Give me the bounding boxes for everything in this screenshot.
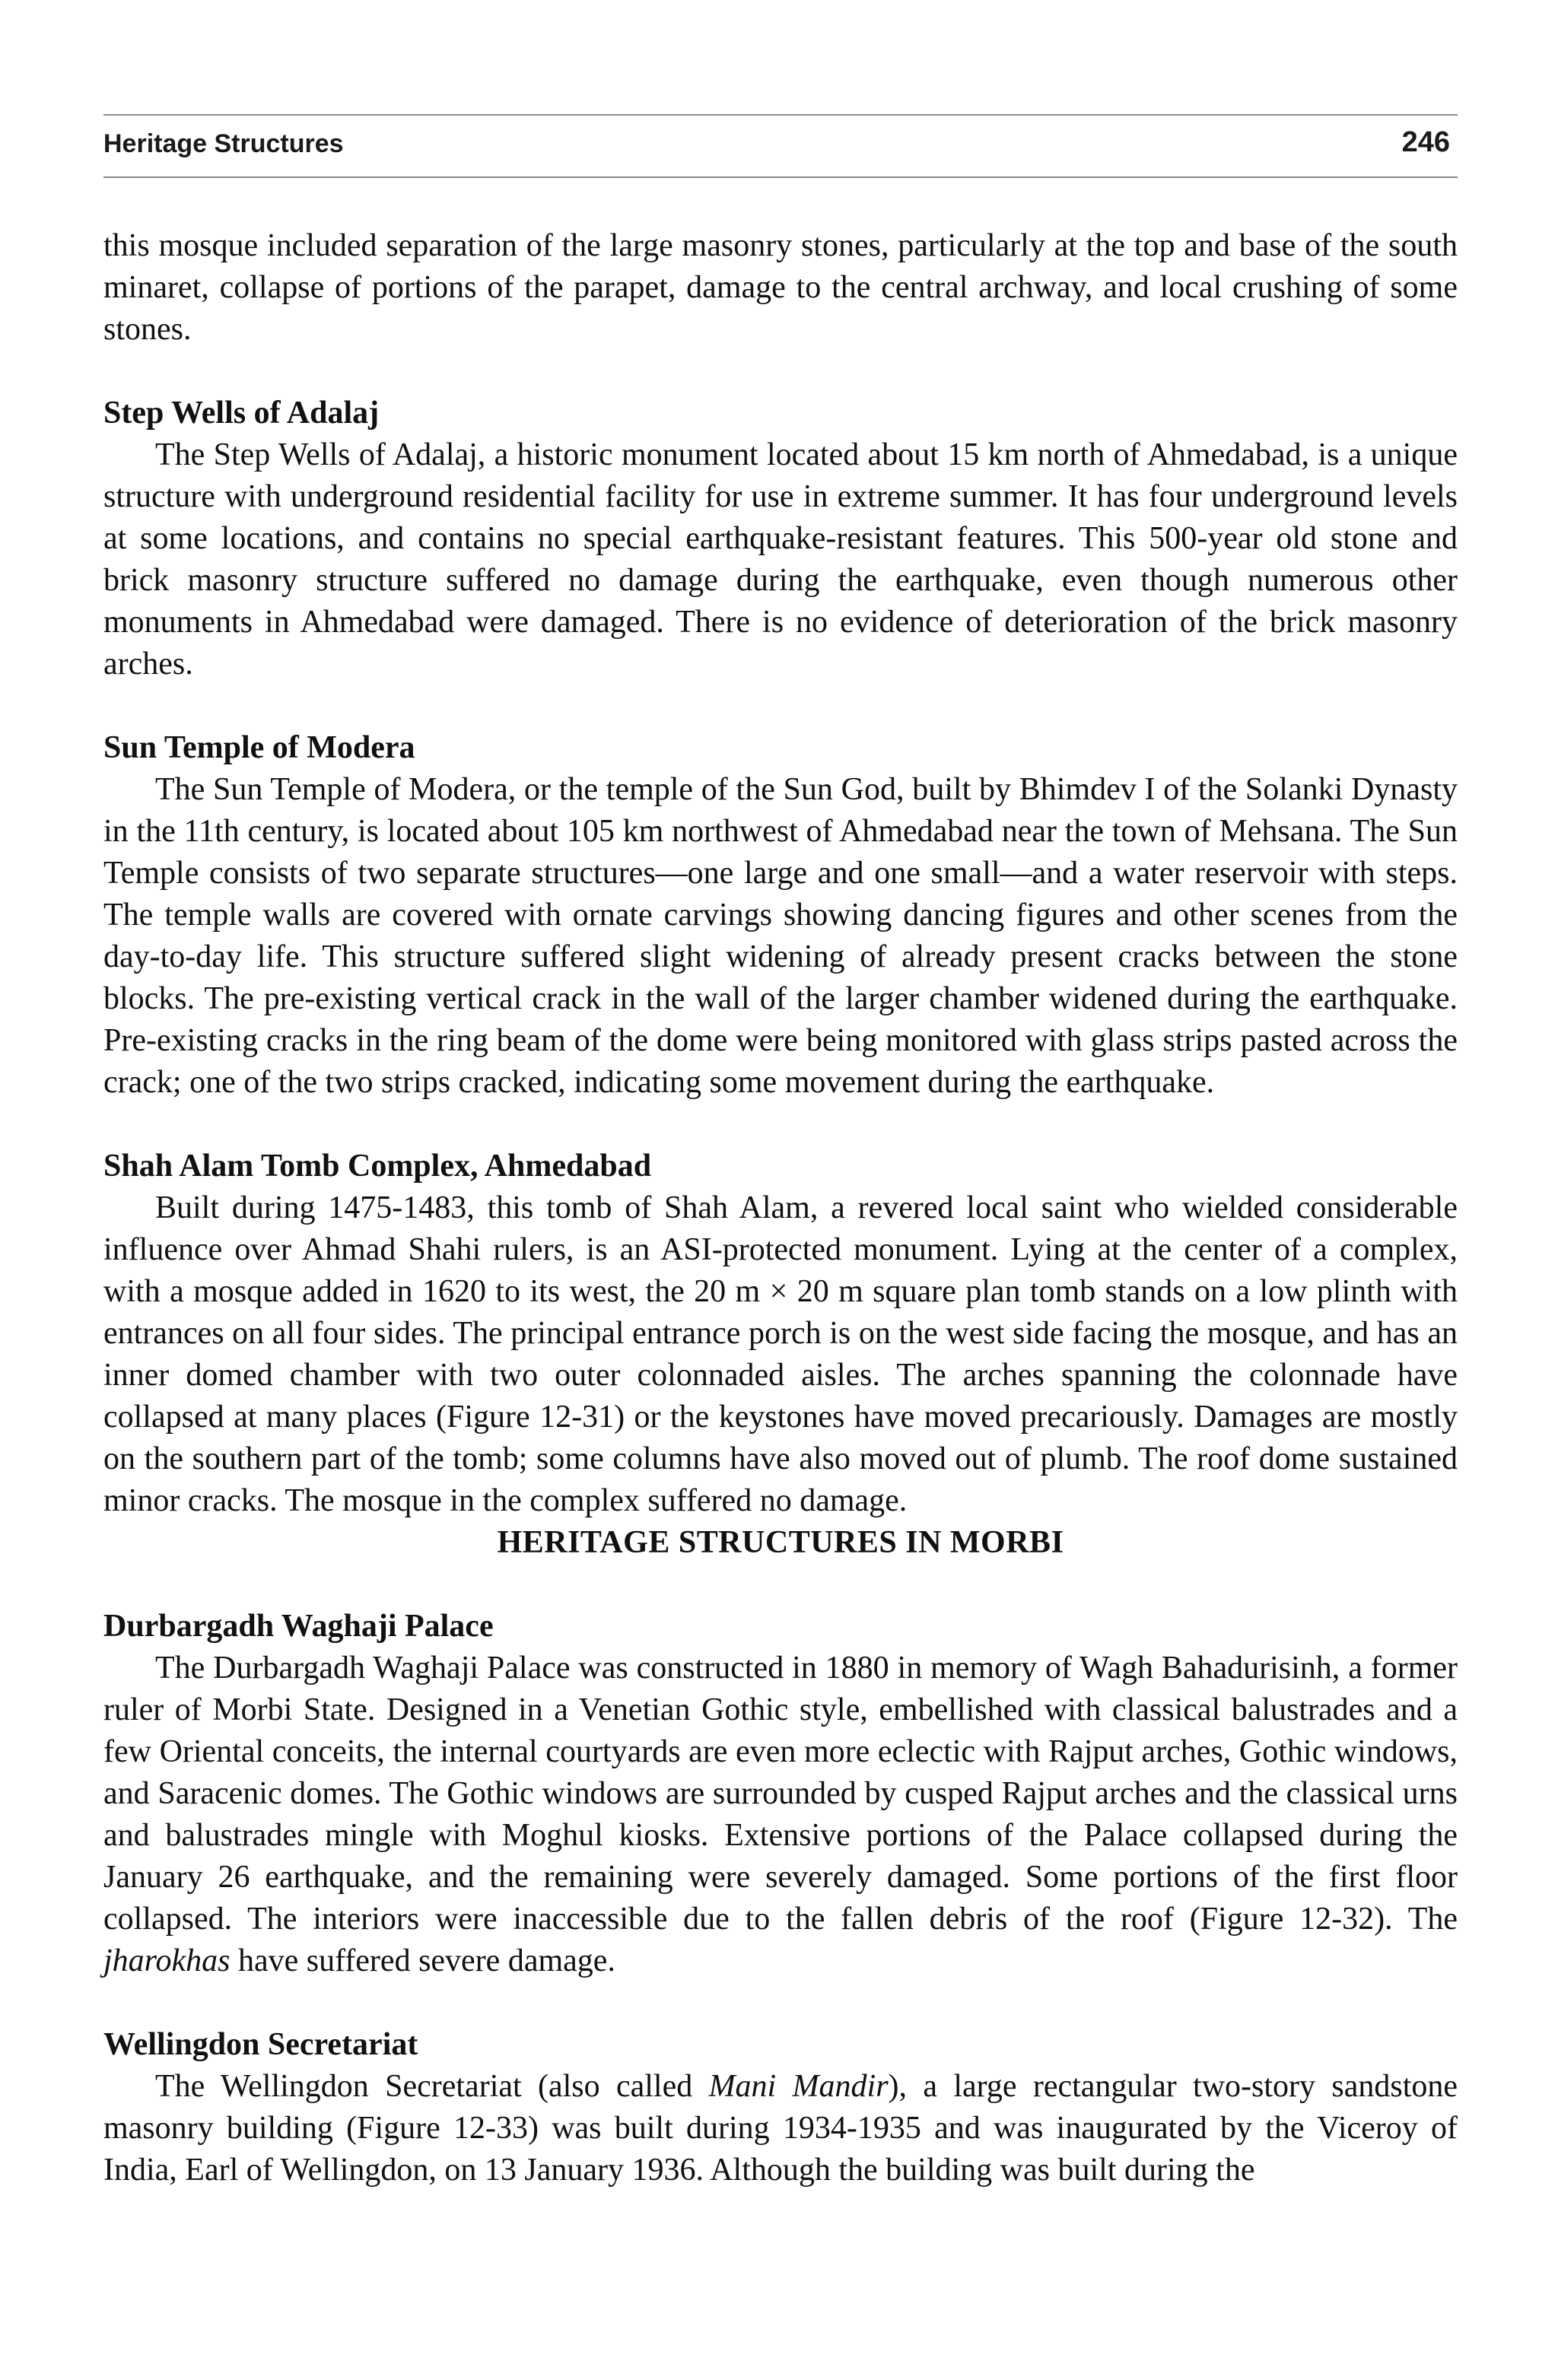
header-title: Heritage Structures	[103, 129, 344, 158]
section-paragraph: The Sun Temple of Modera, or the temple of the Sun God, built by Bhimdev I of the Solanki Dynasty in the 11th century, is located about 105 km northwest of Ahmedabad near the town of Mehsana. The Sun Temple consists of two separate structures—one large and one small—and a water reservoir with steps. The temple walls are covered with ornate carvings showing dancing figures and other scenes from the day-to-day life. This structure suffered slight widening of already present cracks between the stone blocks. The pre-existing vertical crack in the wall of the larger chamber widened during the earthquake. Pre-existing cracks in the ring beam of the dome were being monitored with glass strips pasted across the crack; one of the two strips cracked, indicating some movement during the earthquake.	[103, 772, 1458, 1100]
running-header	[103, 114, 1458, 178]
section-shah-alam	[103, 1146, 1458, 1522]
section-paragraph: Built during 1475-1483, this tomb of Shah Alam, a revered local saint who wielded considerable influence over Ahmad Shahi rulers, is an ASI-protected monument. Lying at the center of a complex, with a mosque added in 1620 to its west, the 20 m × 20 m square plan tomb stands on a low plinth with entrances on all four sides. The principal entrance porch is on the west side facing the mosque, and has an inner domed chamber with two outer colonnaded aisles. The arches spanning the colonnade have collapsed at many places (Figure 12-31) or the keystones have moved precariously. Damages are mostly on the southern part of the tomb; some columns have also moved out of plumb. The roof dome sustained minor cracks. The mosque in the complex suffered no damage.	[103, 1190, 1458, 1518]
section-sun-temple	[103, 727, 1458, 1104]
italic-term: Mani Mandir	[708, 2069, 889, 2104]
section-durbargadh	[103, 1606, 1458, 1982]
section-paragraph	[103, 2066, 1458, 2191]
body-text	[103, 225, 1458, 2191]
paragraph-text: ), a large rectangular two-story sandstone masonry building (Figure 12-33) was built during 1934-1935 and was inaugurated by the Viceroy of India, Earl of Wellingdon, on 13 January 1936. Although the building was built during the	[103, 2069, 1458, 2188]
page-number: 246	[1401, 126, 1450, 158]
paragraph-text: The Wellingdon Secretariat (also called	[155, 2069, 709, 2104]
section-wellingdon	[103, 2024, 1458, 2191]
page	[103, 114, 1458, 2191]
section-title: Durbargadh Waghaji Palace	[103, 1609, 494, 1644]
section-step-wells	[103, 392, 1458, 685]
chapter-subheading: HERITAGE STRUCTURES IN MORBI	[497, 1525, 1064, 1560]
italic-term: jharokhas	[103, 1943, 231, 1978]
paragraph-text: The Durbargadh Waghaji Palace was constructed in 1880 in memory of Wagh Bahadurisinh, a former ruler of Morbi State. Designed in a Venetian Gothic style, embellished with classical balustrades and a few Oriental conceits, the internal courtyards are even more eclectic with Rajput arches, Gothic windows, and Saracenic domes. The Gothic windows are surrounded by cusped Rajput arches and the classical urns and balustrades mingle with Moghul kiosks. Extensive portions of the Palace collapsed during the January 26 earthquake, and the remaining were severely damaged. Some portions of the first floor collapsed. The interiors were inaccessible due to the fallen debris of the roof (Figure 12-32). The	[103, 1651, 1458, 1937]
section-paragraph	[103, 1648, 1458, 1982]
paragraph-text: have suffered severe damage.	[230, 1943, 615, 1978]
section-title: Shah Alam Tomb Complex, Ahmedabad	[103, 1149, 652, 1184]
section-title: Step Wells of Adalaj	[103, 396, 380, 431]
intro-paragraph: this mosque included separation of the large masonry stones, particularly at the top and base of the south minaret, collapse of portions of the parapet, damage to the central archway, and local crushing of some stones.	[103, 228, 1458, 347]
section-title: Sun Temple of Modera	[103, 730, 415, 765]
section-paragraph: The Step Wells of Adalaj, a historic monument located about 15 km north of Ahmedabad, is a unique structure with underground residential facility for use in extreme summer. It has four underground levels at some locations, and contains no special earthquake-resistant features. This 500-year old stone and brick masonry structure suffered no damage during the earthquake, even though numerous other monuments in Ahmedabad were damaged. There is no evidence of deterioration of the brick masonry arches.	[103, 437, 1458, 682]
section-title: Wellingdon Secretariat	[103, 2027, 418, 2062]
